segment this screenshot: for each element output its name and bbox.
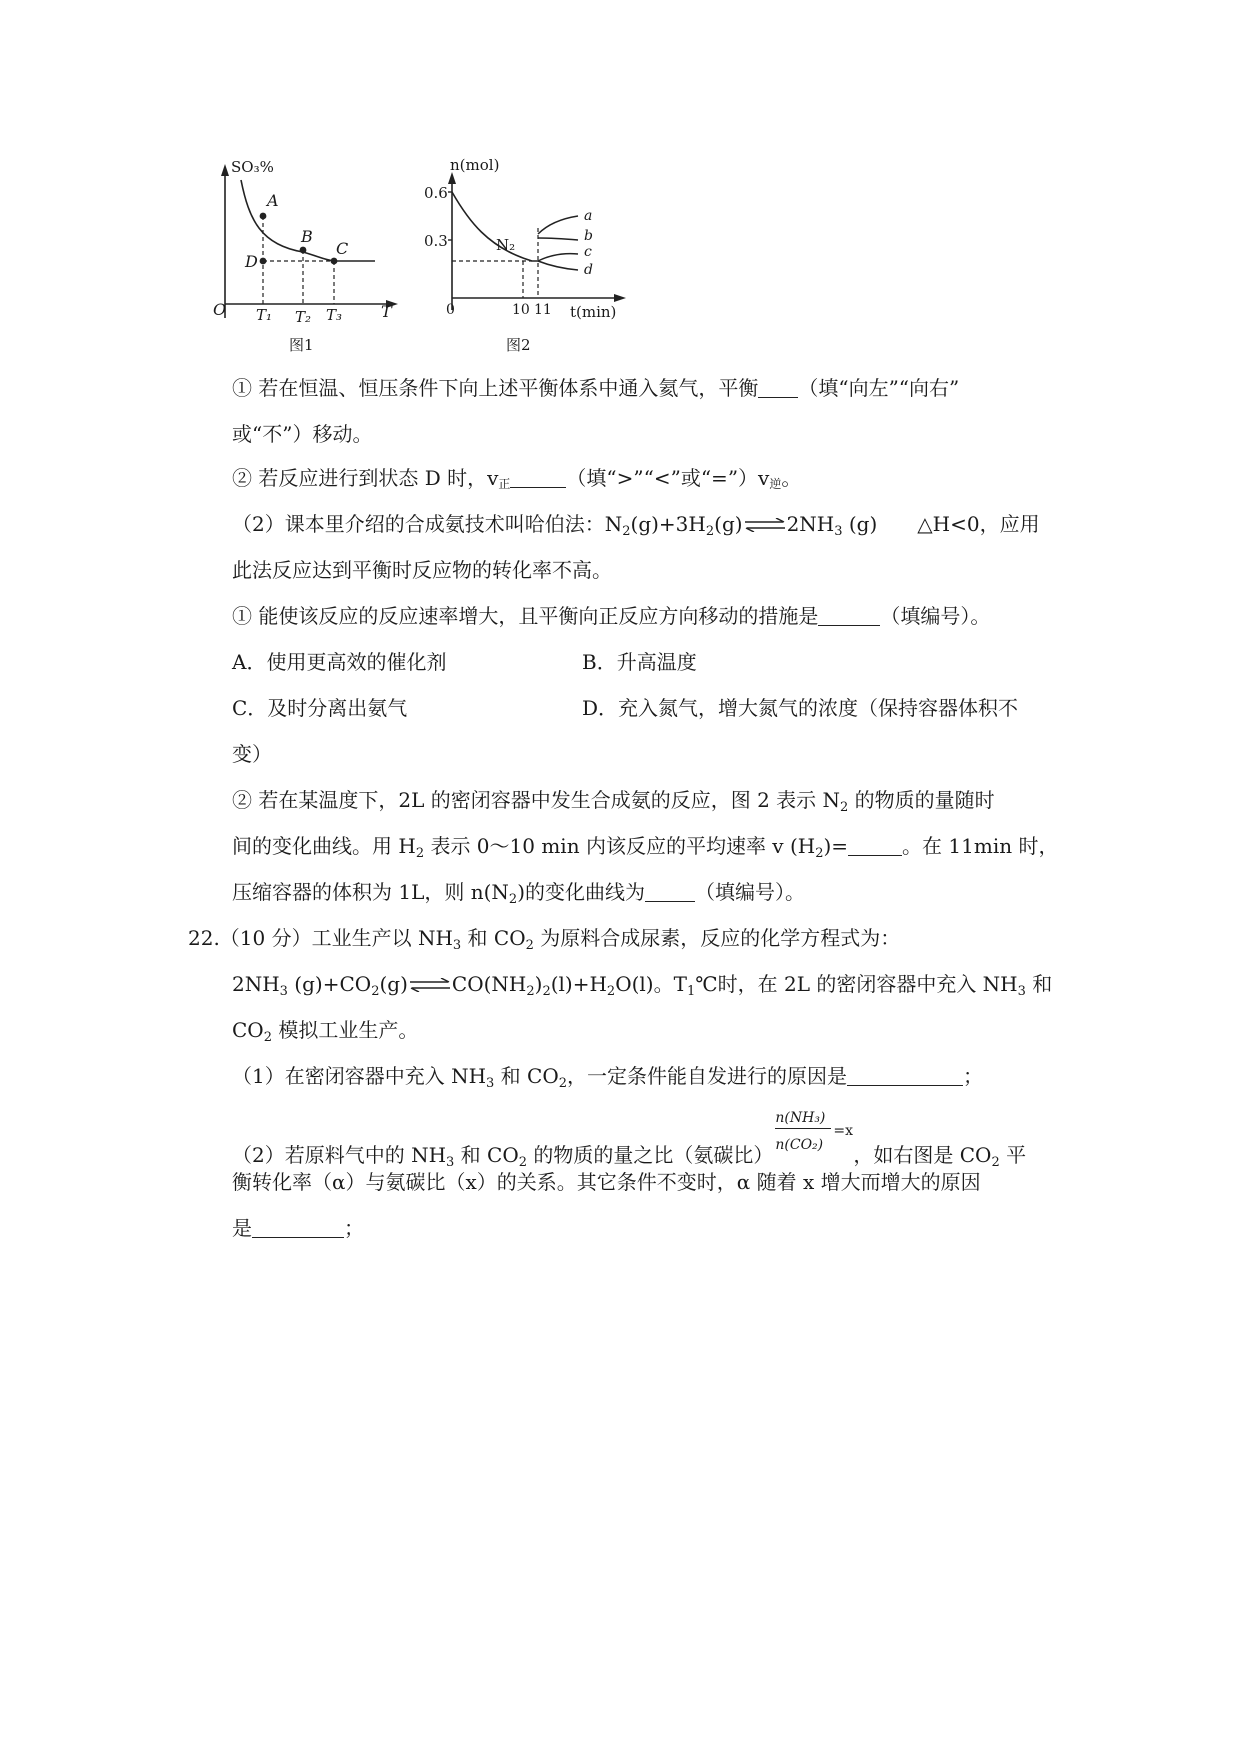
q2-sub2-line3: 压缩容器的体积为 1L，则 $n(N_2)$的变化曲线为 （填编号）。 — [232, 880, 805, 907]
q2-intro: （2）课本里介绍的合成氨技术叫哈伯法：$N_2(g)+3H_2(g)$ $2NH_3$ (g) △H<0，应用 — [232, 512, 1040, 539]
fig2-branch-a — [538, 216, 578, 234]
fig1-point-a — [260, 213, 267, 220]
fig2-ylabel: n(mol) — [450, 156, 500, 174]
q1-blank-2[interactable] — [510, 467, 566, 488]
fig2-label-a: a — [584, 208, 593, 224]
q2-option-a: A．使用更高效的催化剂 — [232, 650, 447, 674]
q2-option-d-cont: 变） — [232, 742, 272, 766]
q22-part2-line1: （2）若原料气中的 $NH_3$ 和 $CO_2$ 的物质的量之比（氨碳比） n(NH₃) n(CO₂) =x ，如右图是 $CO_2$ 平 — [232, 1120, 1026, 1170]
q1-line2: 或“不”）移动。 — [232, 422, 373, 446]
q2-blank-1[interactable] — [818, 605, 880, 626]
q2-line2: 此法反应达到平衡时反应物的转化率不高。 — [232, 558, 612, 582]
figure-2 — [420, 150, 690, 360]
q22-line3: $CO_2$ 模拟工业生产。 — [232, 1018, 419, 1045]
fig1-xlabel: T — [381, 302, 392, 321]
fig1-label-a: A — [267, 191, 279, 210]
q2-option-d: D．充入氮气，增大氮气的浓度（保持容器体积不 — [582, 696, 1019, 720]
fig2-branch-c — [538, 254, 578, 261]
q22-part2-line2: 衡转化率（α）与氨碳比（x）的关系。其它条件不变时，α 随着 x 增大而增大的原因 — [232, 1170, 981, 1194]
q22-part1: （1）在密闭容器中充入 $NH_3$ 和 $CO_2$，一定条件能自发进行的原因是 ； — [232, 1064, 984, 1091]
fig2-xlabel: t(min) — [570, 303, 617, 321]
fig2-tick-10: 10 — [512, 302, 530, 318]
fig2-tick-11: 11 — [534, 302, 552, 318]
q1-blank-1[interactable] — [758, 377, 798, 398]
q2-option-b: B．升高温度 — [582, 650, 697, 674]
q2-sub1: ① 能使该反应的反应速率增大，且平衡向正反应方向移动的措施是 （填编号）。 — [232, 604, 991, 628]
equilibrium-arrow-icon — [743, 518, 787, 532]
fig2-branch-b — [538, 238, 578, 240]
fig1-curve — [241, 180, 375, 261]
fig1-tick-t2: T₂ — [295, 308, 312, 326]
fig2-branch-d — [538, 261, 578, 270]
q1-line3: ② 若反应进行到状态 D 时，v正 （填“>”“<”或“=”）v逆。 — [232, 466, 802, 491]
fig2-tick-0: 0 — [446, 302, 455, 318]
fig1-tick-t3: T₃ — [326, 306, 343, 324]
q22-equation: $2NH_3$ $(g)+CO_2(g)$ $CO(NH_2)_2(l)+H_2O(l)$。$T_1℃$时，在 2L 的密闭容器中充入 $NH_3$ 和 — [232, 972, 1053, 999]
q2-sub2-line2: 间的变化曲线。用 $H_2$ 表示 0～10 min 内该反应的平均速率 v $(H_2)=$ 。在 11min 时， — [232, 834, 1059, 861]
q2-option-c: C．及时分离出氨气 — [232, 696, 408, 720]
fig2-curve-label: N₂ — [496, 236, 516, 254]
fig1-point-c — [331, 258, 338, 265]
equilibrium-arrow-icon — [408, 978, 452, 992]
fig1-label-d: D — [245, 252, 258, 271]
fig2-label-c: c — [584, 244, 592, 260]
fig2-tick-03: 0.3 — [424, 232, 448, 250]
q22-heading: 22.（10 分）工业生产以 $NH_3$ 和 $CO_2$ 为原料合成尿素，反应的化学方程式为： — [188, 926, 901, 953]
fig1-label-c: C — [336, 239, 349, 258]
q1-line1: ① 若在恒温、恒压条件下向上述平衡体系中通入氦气，平衡 （填“向左”“向右” — [232, 376, 960, 400]
fig1-origin: O — [213, 300, 227, 319]
figure-1 — [205, 150, 405, 360]
fig2-n2-curve — [452, 192, 538, 261]
q2-sub2-line1: ② 若在某温度下，2L 的密闭容器中发生合成氨的反应，图 2 表示 $N_2$ 的物质的量随时 — [232, 788, 995, 815]
ammonia-carbon-ratio-fraction: n(NH₃) n(CO₂) =x — [775, 1110, 854, 1153]
fig2-caption: 图2 — [506, 336, 531, 354]
q22-part2-line3: 是 ； — [232, 1216, 364, 1240]
fig2-x-arrow-icon — [614, 294, 626, 302]
fig1-tick-t1: T₁ — [256, 306, 273, 324]
fig2-label-b: b — [584, 228, 593, 244]
q2-blank-3[interactable] — [645, 881, 695, 902]
fig1-y-arrow-icon — [221, 164, 229, 176]
fig1-label-b: B — [301, 227, 313, 246]
q2-blank-2[interactable] — [848, 835, 902, 856]
q22-blank-1[interactable] — [847, 1065, 963, 1086]
fig1-ylabel: SO₃% — [231, 158, 274, 176]
fig1-point-b — [300, 247, 307, 254]
fig2-tick-06: 0.6 — [424, 184, 448, 202]
fig1-caption: 图1 — [289, 336, 314, 354]
q22-blank-2[interactable] — [252, 1217, 344, 1238]
fig2-label-d: d — [584, 262, 593, 278]
fig1-point-d — [260, 258, 267, 265]
